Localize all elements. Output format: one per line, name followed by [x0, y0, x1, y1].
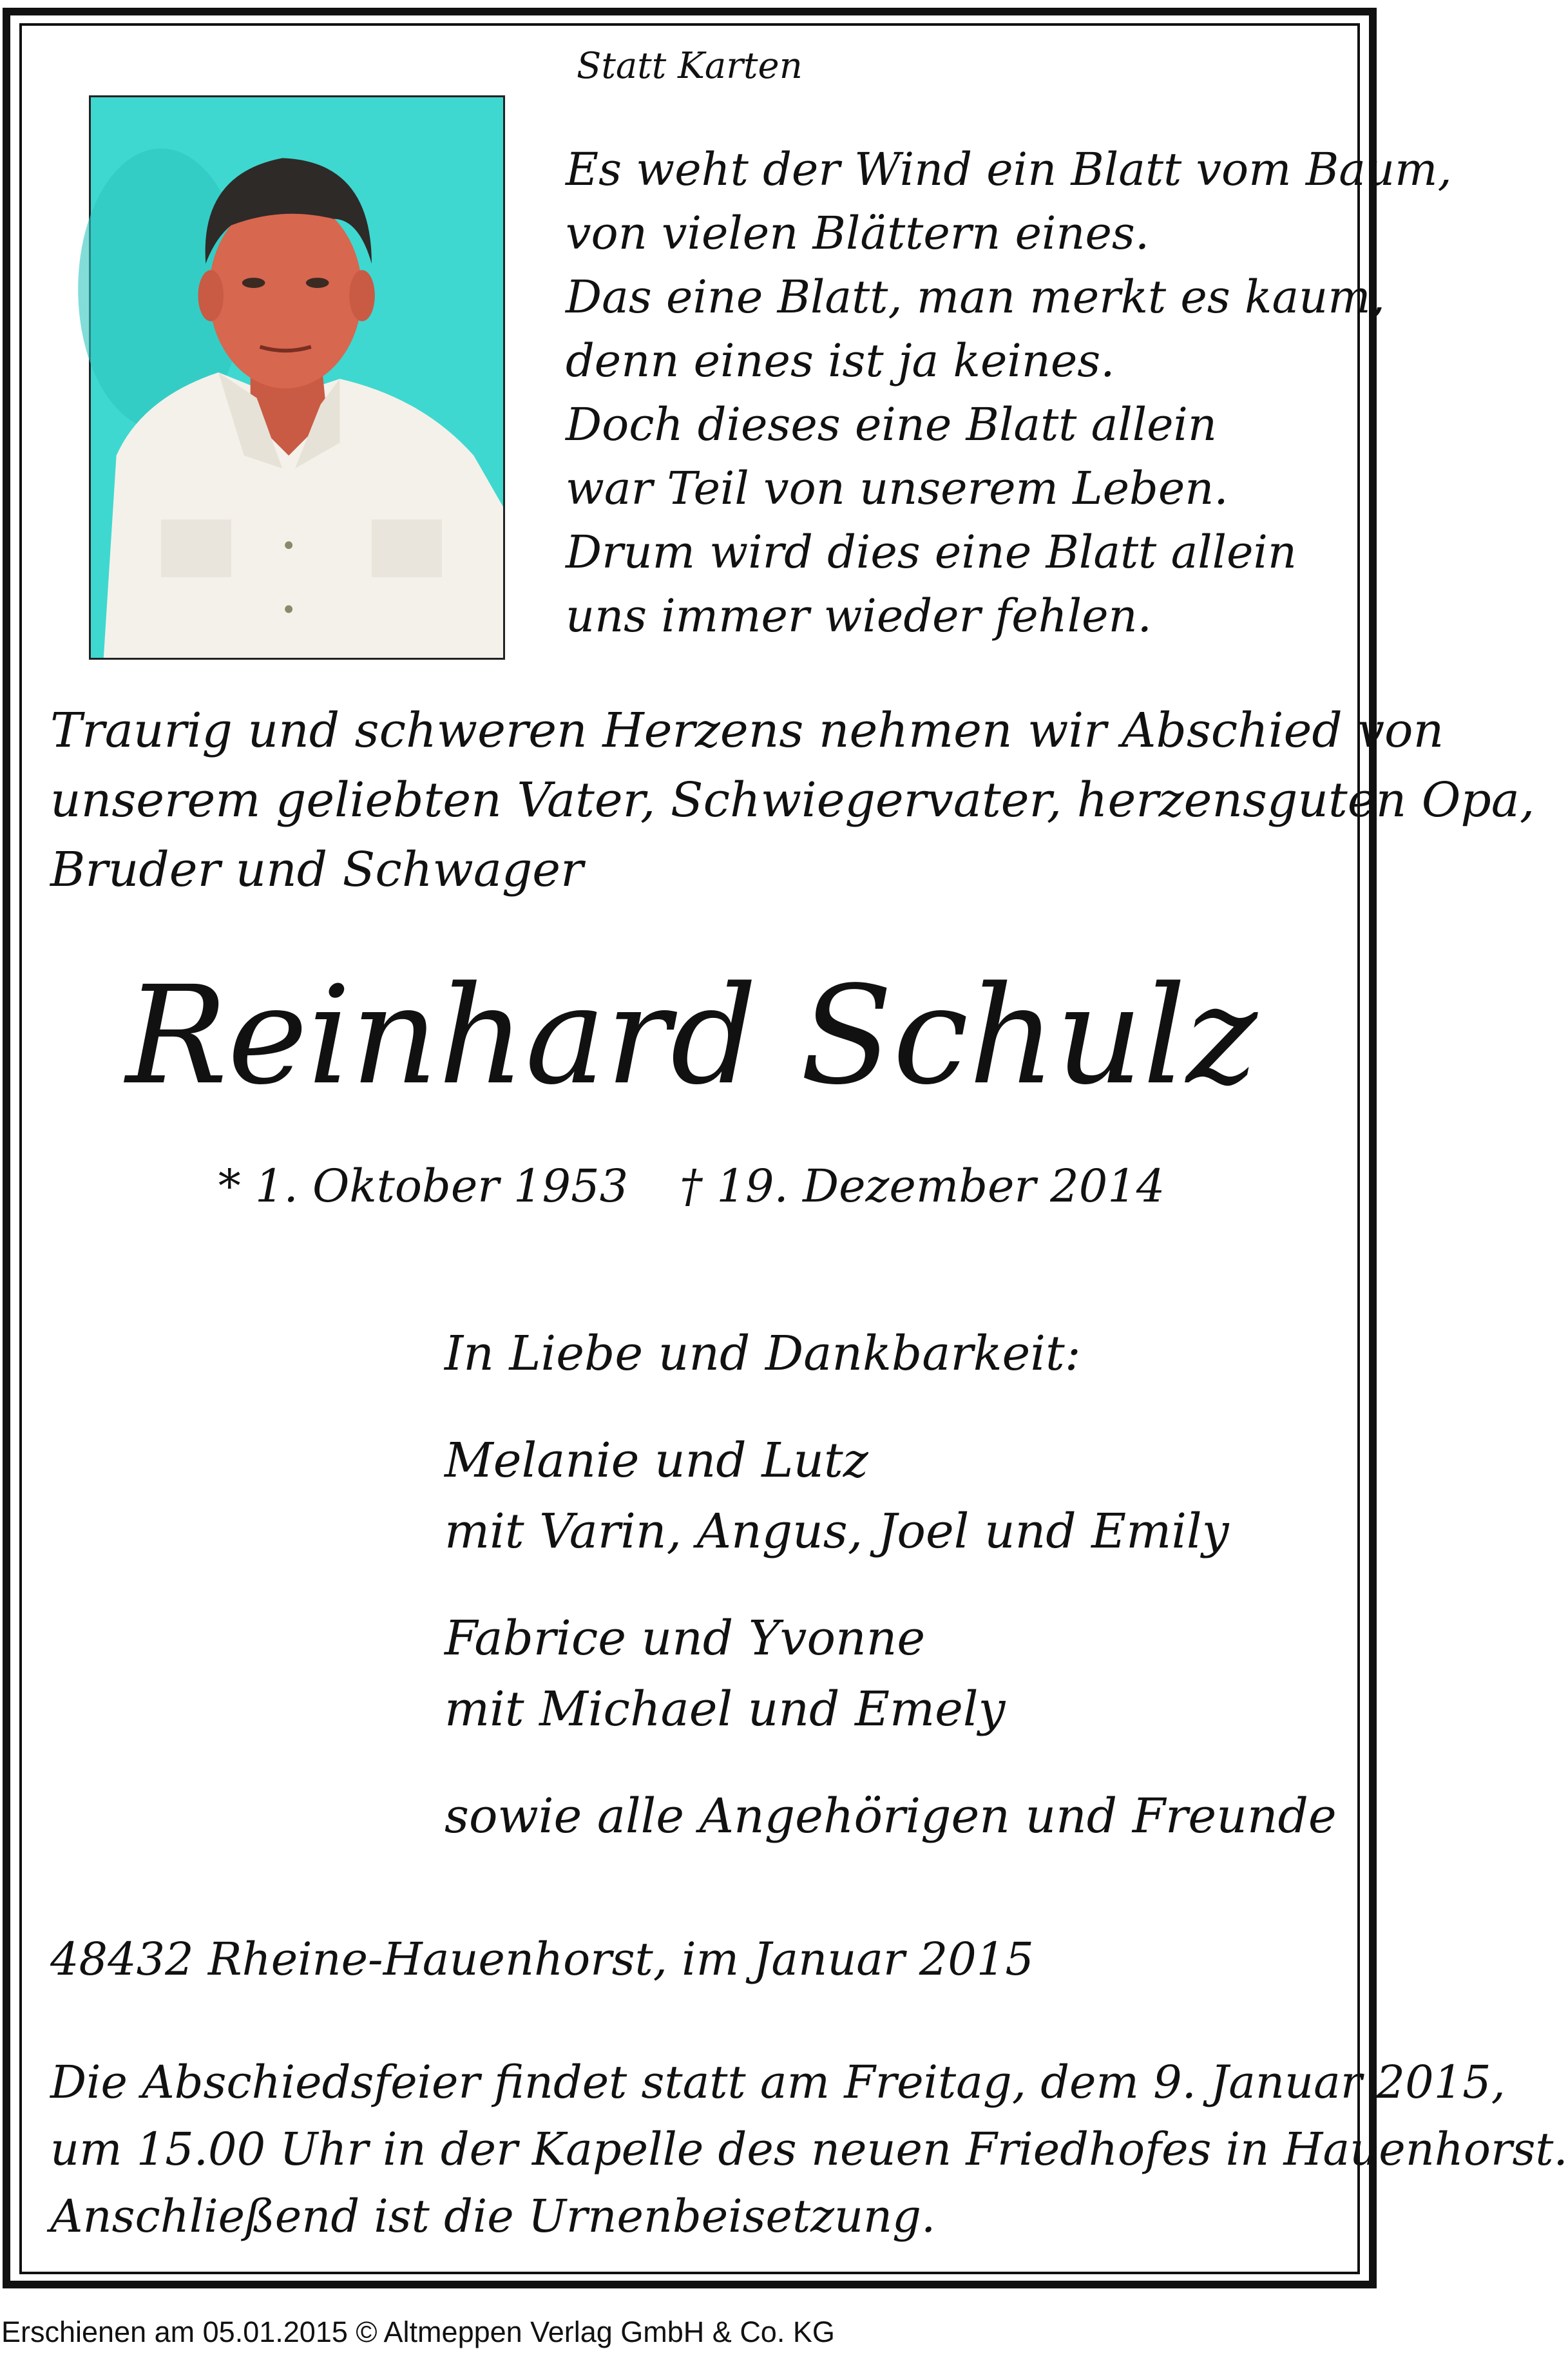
ceremony-info	[50, 2049, 1568, 2250]
portrait-photo	[89, 95, 505, 660]
publication-footer: Erschienen am 05.01.2015 © Altmeppen Verlag GmbH & Co. KG	[1, 2315, 835, 2348]
family-line: mit Varin, Angus, Joel und Emily	[445, 1504, 1229, 1559]
family-line: mit Michael und Emely	[445, 1682, 1006, 1737]
poem-line: denn eines ist ja keines.	[566, 334, 1115, 387]
intro-line: Bruder und Schwager	[50, 842, 584, 897]
location-date: 48432 Rheine-Hauenhorst, im Januar 2015	[50, 1933, 1034, 1986]
family-line: Fabrice und Yvonne	[445, 1611, 926, 1666]
poem-line: Doch dieses eine Blatt allein	[566, 398, 1218, 451]
poem-line: uns immer wieder fehlen.	[566, 590, 1152, 642]
others-line: sowie alle Angehörigen und Freunde	[445, 1788, 1337, 1844]
intro-line: unserem geliebten Vater, Schwiegervater, herzensguten Opa,	[50, 772, 1535, 828]
family-line: Melanie und Lutz	[445, 1433, 868, 1488]
death-date: † 19. Dezember 2014	[680, 1160, 1165, 1213]
statt-karten-label: Statt Karten	[577, 45, 803, 87]
poem-line: war Teil von unserem Leben.	[566, 462, 1229, 515]
deceased-name: Reinhard Schulz	[126, 957, 1257, 1115]
ceremony-line: Die Abschiedsfeier findet statt am Freitag, dem 9. Januar 2015,	[50, 2056, 1506, 2109]
birth-date: * 1. Oktober 1953	[218, 1160, 629, 1213]
mourners-heading: In Liebe und Dankbarkeit:	[445, 1326, 1081, 1381]
ceremony-line: Anschließend ist die Urnenbeisetzung.	[50, 2190, 936, 2243]
poem-line: Es weht der Wind ein Blatt vom Baum,	[566, 143, 1452, 196]
poem	[566, 138, 1452, 648]
poem-line: Das eine Blatt, man merkt es kaum,	[566, 271, 1385, 323]
poem-line: Drum wird dies eine Blatt allein	[566, 526, 1297, 579]
ceremony-line: um 15.00 Uhr in der Kapelle des neuen Friedhofes in Hauenhorst.	[50, 2123, 1568, 2176]
intro-text	[50, 696, 1535, 905]
life-dates	[0, 1160, 1383, 1213]
portrait-illustration	[91, 97, 503, 658]
intro-line: Traurig und schweren Herzens nehmen wir Abschied von	[50, 703, 1444, 758]
poem-line: von vielen Blättern eines.	[566, 207, 1150, 260]
mourners-list	[445, 1318, 1337, 1888]
